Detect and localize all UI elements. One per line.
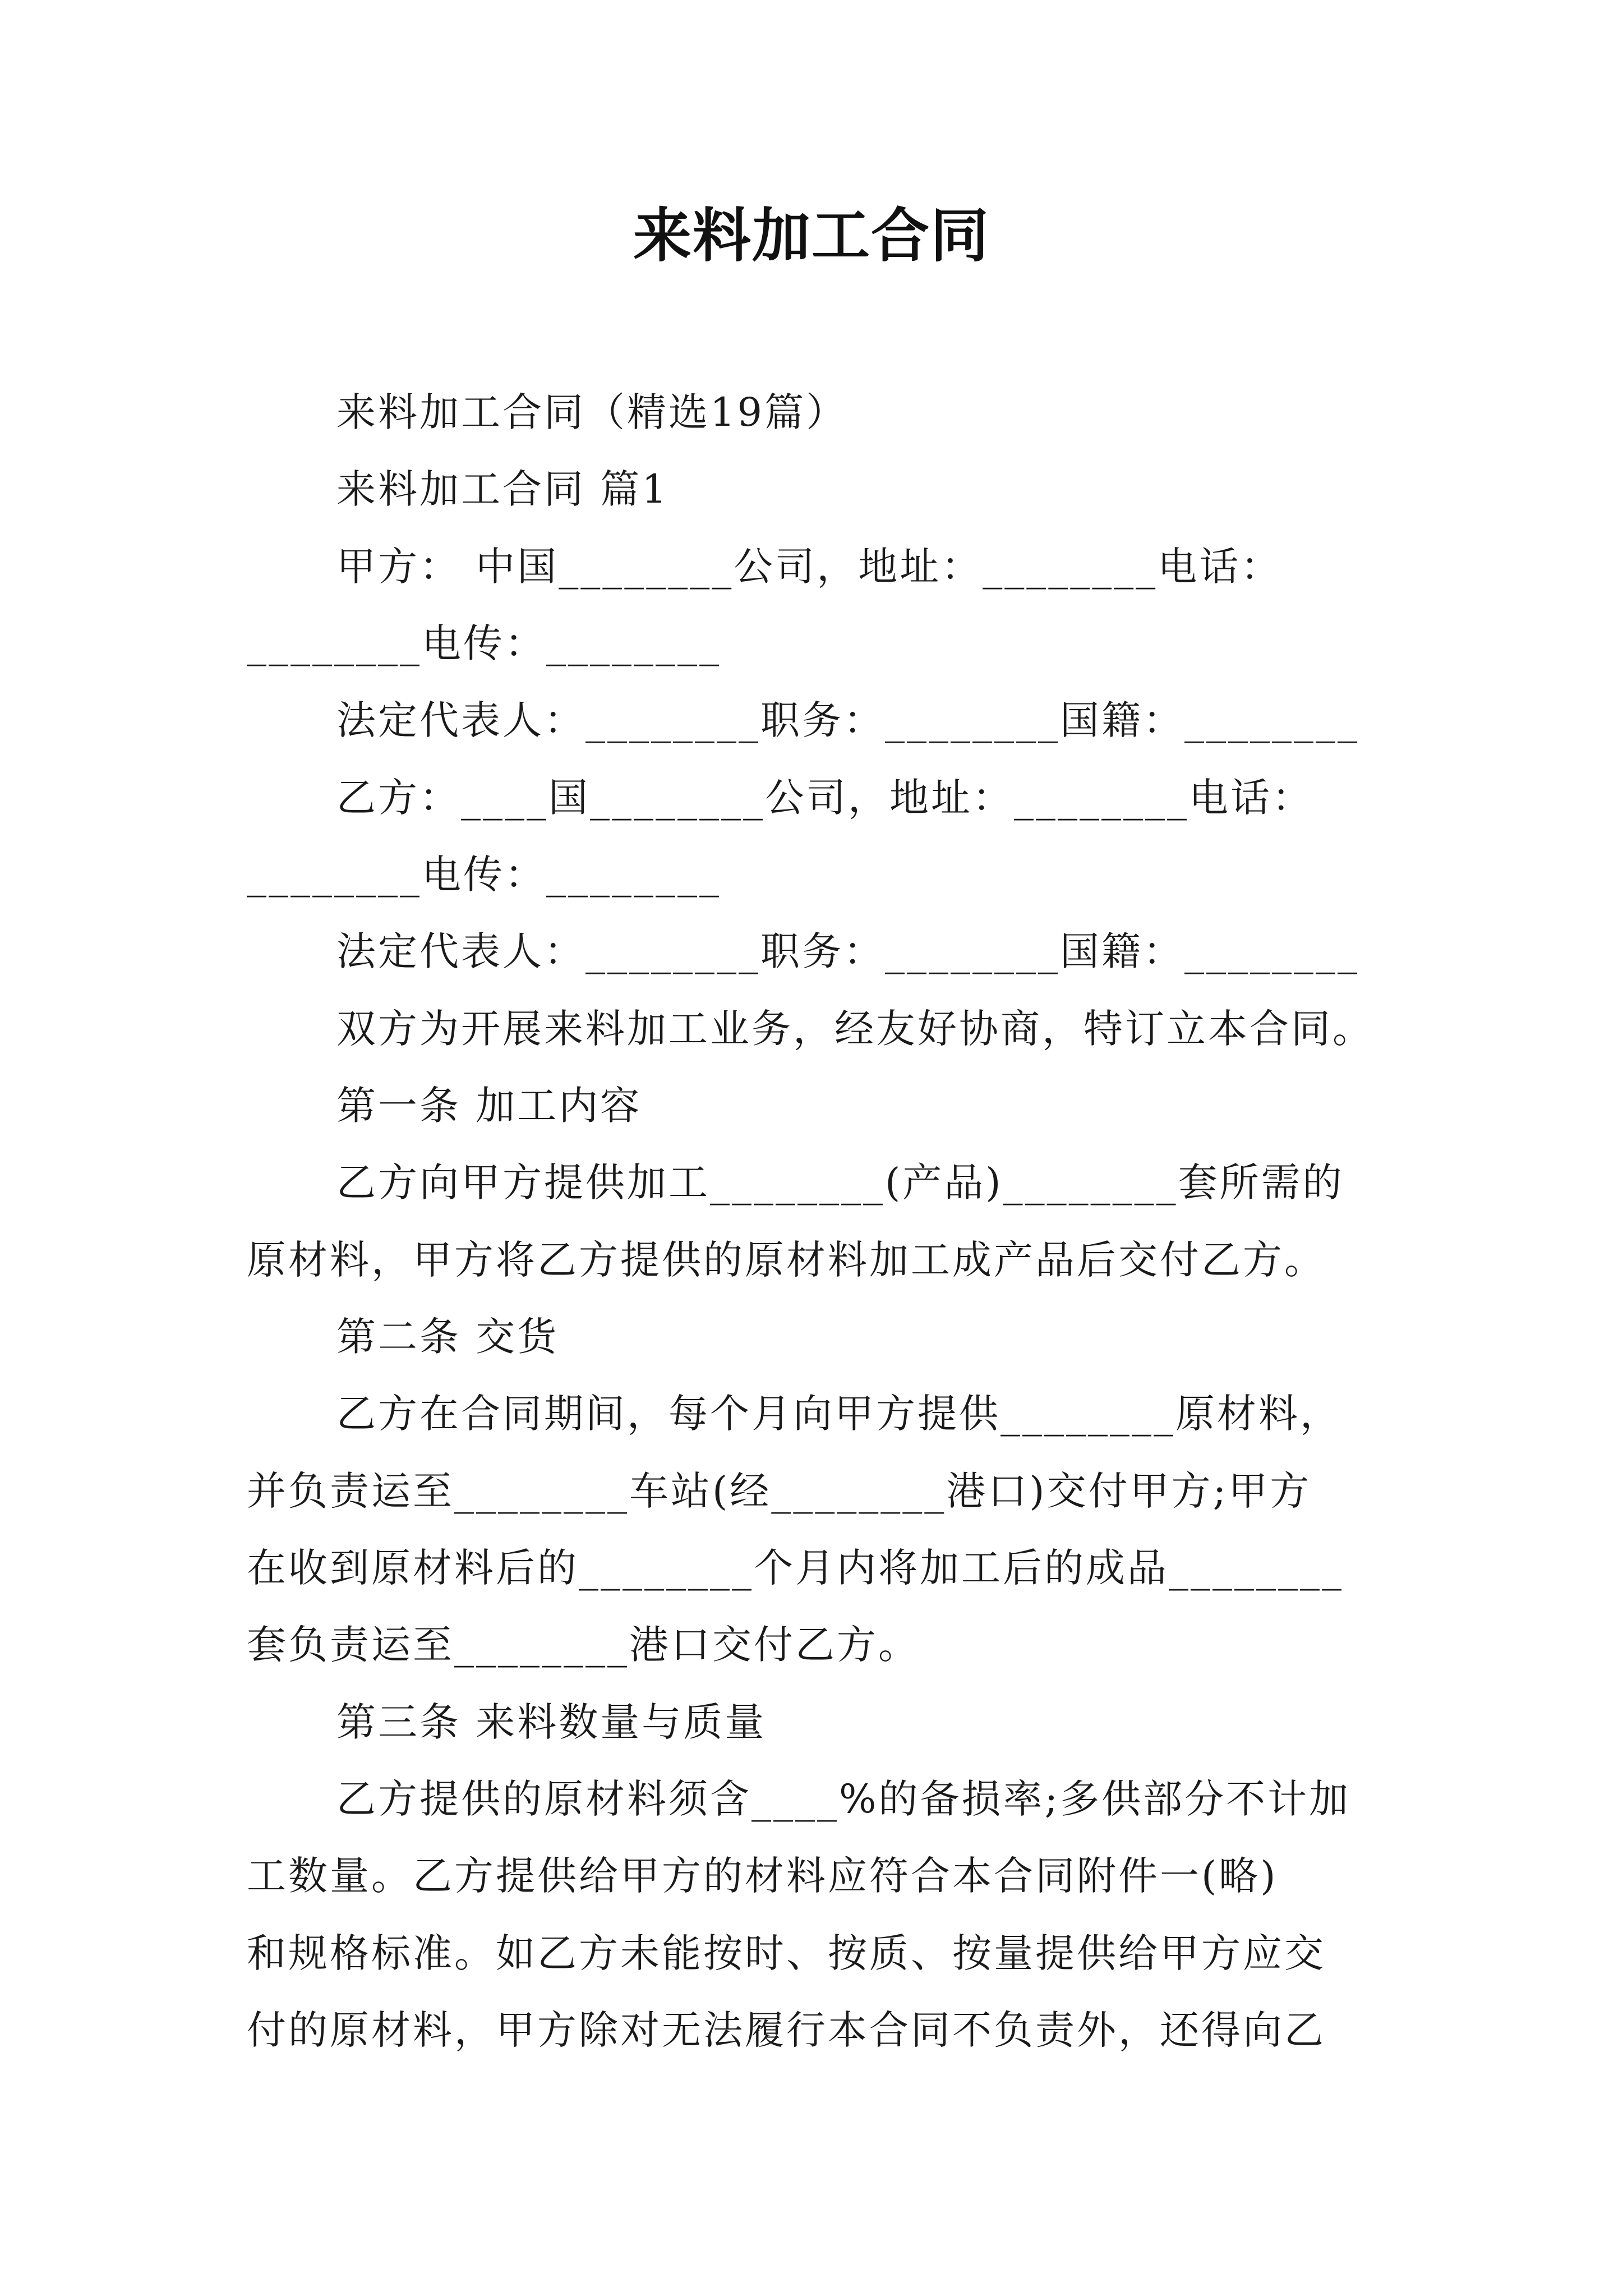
party-b-rep-line: 法定代表人：________职务：________国籍：________ [336, 928, 1359, 974]
body-line: 原材料，甲方将乙方提供的原材料加工成产品后交付乙方。 [247, 1237, 1326, 1283]
body-line: 和规格标准。如乙方未能按时、按质、按量提供给甲方应交 [247, 1930, 1326, 1976]
preamble-line: 双方为开展来料加工业务，经友好协商，特订立本合同。 [336, 1006, 1374, 1052]
body-line: 在收到原材料后的________个月内将加工后的成品________ [247, 1545, 1344, 1591]
body-line: 乙方提供的原材料须含____%的备损率;多供部分不计加 [336, 1776, 1351, 1822]
party-b-line: 乙方：____国________公司，地址：________电话： [336, 775, 1313, 821]
party-a-fax-line: ________电传：________ [247, 620, 721, 666]
subtitle-line: 来料加工合同（精选19篇） [336, 389, 848, 435]
article-heading: 第一条 加工内容 [336, 1083, 642, 1129]
document-title: 来料加工合同 [633, 201, 990, 270]
article-heading: 第三条 来料数量与质量 [336, 1699, 767, 1745]
body-line: 乙方在合同期间，每个月向甲方提供________原材料， [336, 1391, 1341, 1437]
body-line: 付的原材料，甲方除对无法履行本合同不负责外，还得向乙 [247, 2007, 1326, 2053]
party-b-fax-line: ________电传：________ [247, 852, 721, 898]
article-heading: 第二条 交货 [336, 1314, 559, 1360]
body-line: 套负责运至________港口交付乙方。 [247, 1622, 920, 1668]
party-a-rep-line: 法定代表人：________职务：________国籍：________ [336, 697, 1359, 743]
section-heading: 来料加工合同 篇1 [336, 466, 669, 512]
body-line: 乙方向甲方提供加工________(产品)________套所需的 [336, 1159, 1344, 1205]
body-line: 工数量。乙方提供给甲方的材料应符合本合同附件一(略) [247, 1853, 1278, 1899]
party-a-line: 甲方： 中国________公司，地址：________电话： [336, 544, 1283, 590]
body-line: 并负责运至________车站(经________港口)交付甲方;甲方 [247, 1468, 1312, 1514]
